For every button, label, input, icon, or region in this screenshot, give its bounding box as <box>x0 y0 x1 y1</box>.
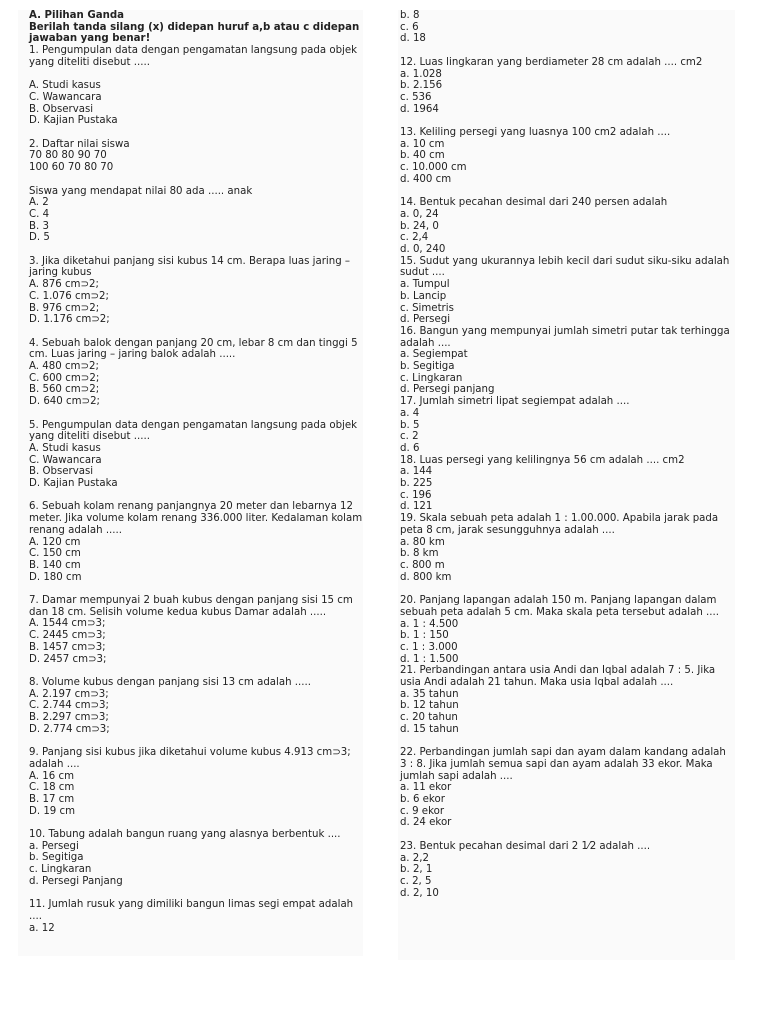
question-line: A. 16 cm <box>29 770 74 782</box>
question-block <box>29 139 363 244</box>
question-line: A. Studi kasus <box>29 80 101 92</box>
question-line: c. Simetris <box>400 302 454 314</box>
left-column <box>18 10 363 956</box>
question-block <box>29 829 363 888</box>
question-block <box>29 595 363 665</box>
right-column <box>398 10 735 960</box>
question-block <box>29 338 363 408</box>
question-line: 8. Volume kubus dengan panjang sisi 13 cm adalah ..... <box>29 676 311 688</box>
question-line: b. 1 : 150 <box>400 630 449 642</box>
question-line: b. Segitiga <box>29 852 84 864</box>
question-line: A. 120 cm <box>29 536 81 548</box>
question-line: C. 150 cm <box>29 548 81 560</box>
question-line: A. 480 cm⊃2; <box>29 361 99 373</box>
question-block <box>400 595 735 735</box>
question-line: d. 400 cm <box>400 173 452 185</box>
question-line: 9. Panjang sisi kubus jika diketahui volume kubus 4.913 cm⊃3; adalah .... <box>29 747 351 770</box>
spacer <box>400 736 735 748</box>
question-line: 4. Sebuah balok dengan panjang 20 cm, lebar 8 cm dan tinggi 5 cm. Luas jaring – jaring balok adalah ..... <box>29 337 358 361</box>
question-line: c. 2, 5 <box>400 875 432 887</box>
question-line: 22. Perbandingan jumlah sapi dan ayam dalam kandang adalah 3 : 8. Jika jumlah semua sapi dan ayam adalah 33 ekor. Maka jumlah sapi adalah .... <box>400 747 726 782</box>
question-line: a. 1 : 4.500 <box>400 618 459 630</box>
question-block <box>29 256 363 326</box>
question-line: D. 1.176 cm⊃2; <box>29 314 110 326</box>
question-line: 17. Jumlah simetri lipat segiempat adalah .... <box>400 396 630 408</box>
question-line: c. 1 : 3.000 <box>400 641 458 653</box>
question-line: D. 640 cm⊃2; <box>29 396 100 408</box>
question-block <box>29 45 363 127</box>
question-block <box>400 197 735 583</box>
right-question-list <box>400 10 735 899</box>
question-line: d. 1 : 1.500 <box>400 653 459 665</box>
question-line: c. Lingkaran <box>400 372 463 384</box>
question-line: 20. Panjang lapangan adalah 150 m. Panjang lapangan dalam sebuah peta adalah 5 cm. Maka skala peta tersebut adalah .... <box>400 595 719 618</box>
question-line: a. 10 cm <box>400 138 445 150</box>
question-line: D. 180 cm <box>29 571 82 583</box>
question-line: C. 2.744 cm⊃3; <box>29 700 109 712</box>
question-line: B. 1457 cm⊃3; <box>29 641 106 653</box>
question-line: 23. Bentuk pecahan desimal dari 2 1⁄2 adalah .... <box>400 840 651 852</box>
question-line: B. Observasi <box>29 466 94 478</box>
question-line: 12. Luas lingkaran yang berdiameter 28 cm adalah .... cm2 <box>400 56 703 68</box>
question-line: 2. Daftar nilai siswa <box>29 138 130 150</box>
question-line: 15. Sudut yang ukurannya lebih kecil dari sudut siku-siku adalah sudut .... <box>400 255 730 279</box>
question-line: b. 5 <box>400 419 420 431</box>
spacer <box>400 829 735 841</box>
question-line: 5. Pengumpulan data dengan pengamatan langsung pada objek yang diteliti disebut ..... <box>29 419 358 443</box>
question-line: C. 4 <box>29 208 50 220</box>
question-line: D. 5 <box>29 232 50 244</box>
spacer <box>400 186 735 198</box>
question-line: 6. Sebuah kolam renang panjangnya 20 meter dan lebarnya 12 meter. Jika volume kolam renang 336.000 liter. Kedalaman kolam renang adalah ..... <box>29 501 363 536</box>
question-line: d. Persegi Panjang <box>29 875 123 887</box>
question-line: d. 800 km <box>400 571 452 583</box>
spacer <box>29 490 363 502</box>
question-line: a. 0, 24 <box>400 208 439 220</box>
question-line: D. 19 cm <box>29 805 76 817</box>
question-line: d. 0, 240 <box>400 244 446 256</box>
question-line: 14. Bentuk pecahan desimal dari 240 persen adalah <box>400 197 668 209</box>
question-line: c. 2 <box>400 431 419 443</box>
question-block <box>400 841 735 900</box>
question-line: 19. Skala sebuah peta adalah 1 : 1.00.000. Apabila jarak pada peta 8 cm, jarak sesungguhnya adalah .... <box>400 513 719 536</box>
spacer <box>29 665 363 677</box>
question-line: B. 140 cm <box>29 559 81 571</box>
question-line: C. 2445 cm⊃3; <box>29 630 106 642</box>
question-line: d. Persegi panjang <box>400 384 495 396</box>
question-line: a. 12 <box>29 922 55 934</box>
question-line: b. 12 tahun <box>400 700 459 712</box>
question-line <box>29 174 363 186</box>
question-line: C. Wawancara <box>29 454 102 466</box>
question-line: d. 2, 10 <box>400 887 439 899</box>
question-line: a. 144 <box>400 466 433 478</box>
question-line: 21. Perbandingan antara usia Andi dan Iqbal adalah 7 : 5. Jika usia Andi adalah 21 tahun. Maka usia Iqbal adalah .... <box>400 665 716 689</box>
question-line: 16. Bangun yang mempunyai jumlah simetri putar tak terhingga adalah .... <box>400 325 730 349</box>
question-line: D. 2457 cm⊃3; <box>29 653 107 665</box>
question-line: b. Segitiga <box>400 361 455 373</box>
question-line: a. 1.028 <box>400 68 442 80</box>
question-line: 100 60 70 80 70 <box>29 162 114 174</box>
question-line: 13. Keliling persegi yang luasnya 100 cm2 adalah .... <box>400 127 671 138</box>
question-line: a. 2,2 <box>400 852 429 864</box>
question-block <box>400 747 735 829</box>
question-line: c. 6 <box>400 21 419 33</box>
spacer <box>29 735 363 747</box>
question-line: d. 15 tahun <box>400 723 459 735</box>
question-line: a. 11 ekor <box>400 782 452 794</box>
question-line: a. Tumpul <box>400 279 450 291</box>
question-line: b. 225 <box>400 478 433 490</box>
question-line: a. 35 tahun <box>400 688 459 700</box>
spacer <box>29 127 363 139</box>
question-line: b. Lancip <box>400 290 447 302</box>
question-block <box>29 501 363 583</box>
spacer <box>29 817 363 829</box>
question-line: c. 196 <box>400 489 432 501</box>
question-line: C. 600 cm⊃2; <box>29 372 100 384</box>
question-line: A. 2.197 cm⊃3; <box>29 688 109 700</box>
question-line: a. Segiempat <box>400 349 468 361</box>
question-line: a. 80 km <box>400 536 445 548</box>
question-line: 1. Pengumpulan data dengan pengamatan langsung pada objek yang diteliti disebut ..... <box>29 45 358 68</box>
question-line: B. 976 cm⊃2; <box>29 302 100 314</box>
question-line: Siswa yang mendapat nilai 80 ada ..... anak <box>29 185 253 197</box>
question-line: B. Observasi <box>29 103 94 115</box>
question-line: B. 3 <box>29 220 49 232</box>
question-line: b. 2, 1 <box>400 864 433 876</box>
question-line: B. 17 cm <box>29 793 75 805</box>
spacer <box>400 115 735 127</box>
spacer <box>400 45 735 57</box>
question-line: c. Lingkaran <box>29 864 92 876</box>
question-block <box>29 420 363 490</box>
question-line: a. Persegi <box>29 840 79 852</box>
question-line: d. Persegi <box>400 314 451 326</box>
question-line: C. Wawancara <box>29 91 102 103</box>
question-line: B. 2.297 cm⊃3; <box>29 712 109 724</box>
question-line: D. 2.774 cm⊃3; <box>29 723 110 735</box>
question-line: b. 24, 0 <box>400 220 439 232</box>
question-line: A. 2 <box>29 197 49 209</box>
question-block <box>29 899 363 934</box>
question-line: c. 10.000 cm <box>400 162 467 174</box>
question-line: c. 20 tahun <box>400 712 458 724</box>
left-question-list <box>29 45 363 934</box>
question-line: C. 18 cm <box>29 782 75 794</box>
question-line: b. 2.156 <box>400 80 443 92</box>
spacer <box>400 583 735 595</box>
question-line: b. 40 cm <box>400 150 445 162</box>
spacer <box>29 408 363 420</box>
question-line: d. 18 <box>400 33 426 45</box>
spacer <box>29 888 363 900</box>
question-block <box>400 127 735 186</box>
question-line: d. 121 <box>400 501 433 513</box>
question-line: 7. Damar mempunyai 2 buah kubus dengan panjang sisi 15 cm dan 18 cm. Selisih volume kedua kubus Damar adalah ..... <box>29 595 353 618</box>
question-line: 70 80 80 90 70 <box>29 150 107 162</box>
question-line: A. Studi kasus <box>29 442 101 454</box>
question-block <box>29 677 363 736</box>
question-line: A. 876 cm⊃2; <box>29 279 99 291</box>
question-line: D. Kajian Pustaka <box>29 478 118 490</box>
question-line: c. 536 <box>400 91 432 103</box>
question-line: d. 24 ekor <box>400 817 452 829</box>
question-line: 11. Jumlah rusuk yang dimiliki bangun limas segi empat adalah .... <box>29 899 354 922</box>
spacer <box>29 244 363 256</box>
question-line: d. 6 <box>400 442 420 454</box>
question-line: C. 1.076 cm⊃2; <box>29 290 109 302</box>
question-line: B. 560 cm⊃2; <box>29 384 100 396</box>
question-line: b. 8 km <box>400 548 439 560</box>
question-line: c. 9 ekor <box>400 805 445 817</box>
spacer <box>29 326 363 338</box>
question-line: b. 8 <box>400 10 420 21</box>
question-line: a. 4 <box>400 407 420 419</box>
question-line: D. Kajian Pustaka <box>29 115 118 127</box>
question-line: 3. Jika diketahui panjang sisi kubus 14 cm. Berapa luas jaring – jaring kubus <box>29 255 351 279</box>
question-line: 10. Tabung adalah bangun ruang yang alasnya berbentuk .... <box>29 829 341 841</box>
question-line: c. 800 m <box>400 560 445 571</box>
question-block <box>400 10 735 45</box>
question-block <box>29 747 363 817</box>
question-line: A. 1544 cm⊃3; <box>29 618 106 630</box>
question-line: b. 6 ekor <box>400 794 445 806</box>
question-line <box>29 69 363 81</box>
question-line: 18. Luas persegi yang kelilingnya 56 cm adalah .... cm2 <box>400 454 685 466</box>
section-title: A. Pilihan Ganda <box>29 10 125 21</box>
question-line: c. 2,4 <box>400 232 429 244</box>
instruction-text: Berilah tanda silang (x) didepan huruf a,b atau c didepan jawaban yang benar! <box>29 21 360 45</box>
question-block <box>400 57 735 116</box>
spacer <box>29 583 363 595</box>
question-line: d. 1964 <box>400 103 439 115</box>
